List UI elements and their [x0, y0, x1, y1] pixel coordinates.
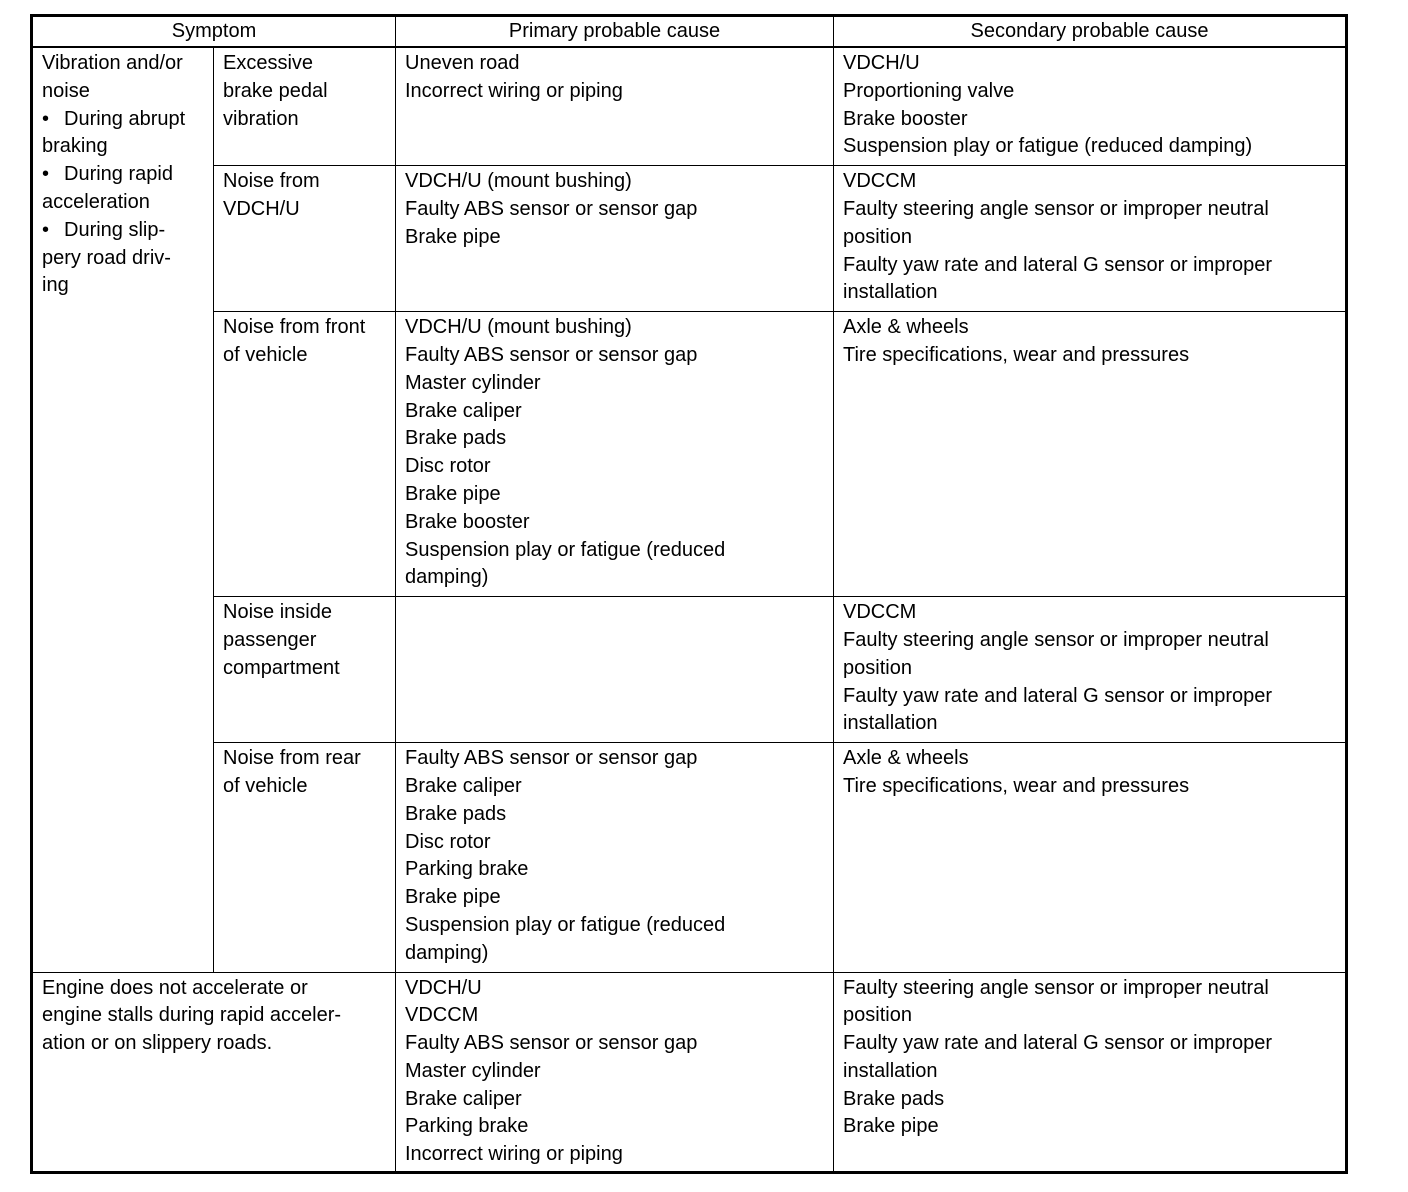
cell-text-line: Faulty ABS sensor or sensor gap — [405, 1032, 698, 1055]
bullet-text-cont: acceleration — [42, 190, 150, 213]
cell-text-line: Axle & wheels — [843, 747, 969, 770]
symptom-cell — [214, 47, 396, 166]
secondary-cause-cell — [834, 47, 1347, 166]
cell-text-line: vibration — [223, 107, 299, 130]
cell-text-line: Master cylinder — [405, 1059, 541, 1082]
cell-text-line: installation — [843, 712, 938, 735]
cell-text-line: of vehicle — [223, 343, 308, 366]
header-symptom: Symptom — [32, 16, 396, 48]
header-row — [32, 16, 1347, 48]
cell-text-line: VDCH/U — [405, 976, 482, 999]
cell-text-line: Incorrect wiring or piping — [405, 79, 623, 102]
symptom-cell-engine — [32, 972, 396, 1173]
cell-text-line: damping) — [405, 941, 489, 964]
cell-text-line: installation — [843, 1059, 938, 1082]
primary-cause-cell — [396, 972, 834, 1173]
symptom-group-vibration-noise — [32, 47, 214, 972]
cell-text-line: Disc rotor — [405, 455, 491, 478]
group-title-line: Vibration and/or — [42, 52, 183, 74]
cell-text-line: Brake pipe — [405, 886, 501, 909]
bullet-text: During slip- — [64, 218, 166, 241]
cell-text-line: VDCCM — [843, 601, 917, 624]
table-row — [32, 743, 1347, 972]
bullet-icon: • — [42, 107, 50, 130]
primary-cause-cell — [396, 597, 834, 743]
cell-text-line: Brake pads — [405, 802, 507, 825]
bullet-text: During rapid — [64, 163, 173, 186]
cell-text-line: Parking brake — [405, 858, 529, 881]
secondary-cause-cell — [834, 743, 1347, 972]
bullet-icon: • — [42, 163, 50, 186]
cell-text-line: Brake pipe — [405, 225, 501, 248]
table-row — [32, 597, 1347, 743]
cell-text-line: Axle & wheels — [843, 316, 969, 339]
bullet-text-cont: ing — [42, 274, 69, 297]
secondary-cause-cell — [834, 166, 1347, 312]
cell-text-line: Uneven road — [405, 52, 520, 74]
cell-text-line: VDCCM — [405, 1004, 479, 1027]
cell-text-line: damping) — [405, 566, 489, 589]
cell-text-line: Faulty steering angle sensor or improper neutral — [843, 976, 1269, 999]
table-row — [32, 47, 1347, 166]
cell-text-line: installation — [843, 281, 938, 304]
cell-text-line: Suspension play or fatigue (reduced — [405, 538, 726, 561]
cell-text-line: VDCH/U — [223, 197, 300, 220]
symptom-cell — [214, 597, 396, 743]
cell-text-line: Faulty ABS sensor or sensor gap — [405, 197, 698, 220]
cell-text-line: Engine does not accelerate or — [42, 976, 308, 999]
cell-text-line: engine stalls during rapid acceler- — [42, 1004, 342, 1027]
cell-text-line: Noise from rear — [223, 747, 361, 770]
header-secondary-cause: Secondary probable cause — [834, 16, 1347, 48]
cell-text-line: Noise inside — [223, 601, 332, 624]
cell-text-line: Faulty ABS sensor or sensor gap — [405, 343, 698, 366]
cell-text-line: Noise from front — [223, 316, 366, 339]
table-row — [32, 166, 1347, 312]
group-title-line: noise — [42, 79, 90, 102]
cell-text-line: VDCH/U — [843, 52, 920, 74]
cell-text-line: Faulty steering angle sensor or improper neutral — [843, 628, 1269, 651]
bullet-text: During abrupt — [64, 107, 186, 130]
cell-text-line: Faulty steering angle sensor or improper neutral — [843, 197, 1269, 220]
primary-cause-cell — [396, 743, 834, 972]
cell-text-line: ation or on slippery roads. — [42, 1032, 273, 1055]
diagnosis-table — [30, 14, 1348, 1174]
cell-text-line: Faulty ABS sensor or sensor gap — [405, 747, 698, 770]
cell-text-line: Brake pads — [405, 427, 507, 450]
cell-text-line: Disc rotor — [405, 830, 491, 853]
cell-text-line: VDCH/U (mount bushing) — [405, 316, 632, 339]
cell-text-line: Brake pads — [843, 1087, 945, 1110]
cell-text-line: Suspension play or fatigue (reduced damping) — [843, 135, 1253, 158]
cell-text-line: Brake caliper — [405, 399, 522, 422]
list-item — [42, 217, 209, 245]
bullet-icon: • — [42, 218, 50, 241]
primary-cause-cell — [396, 312, 834, 597]
symptom-cell — [214, 166, 396, 312]
secondary-cause-cell — [834, 597, 1347, 743]
primary-cause-cell — [396, 166, 834, 312]
cell-text-line: Brake booster — [843, 107, 968, 130]
cell-text-line: passenger — [223, 628, 317, 651]
cell-text-line: VDCCM — [843, 170, 917, 193]
cell-text-line: Brake pipe — [405, 482, 501, 505]
cell-text-line: VDCH/U (mount bushing) — [405, 170, 632, 193]
cell-text-line: Brake caliper — [405, 1087, 522, 1110]
cell-text-line: Faulty yaw rate and lateral G sensor or improper — [843, 684, 1273, 707]
table-row — [32, 972, 1347, 1173]
table-body — [32, 47, 1347, 1173]
cell-text-line: compartment — [223, 656, 340, 679]
cell-text-line: position — [843, 656, 912, 679]
cell-text-line: Proportioning valve — [843, 79, 1015, 102]
cell-text-line: position — [843, 1004, 912, 1027]
cell-text-line: Excessive — [223, 52, 314, 74]
bullet-text-cont: braking — [42, 135, 108, 158]
cell-text-line: Faulty yaw rate and lateral G sensor or improper — [843, 253, 1273, 276]
header-primary-cause: Primary probable cause — [396, 16, 834, 48]
symptom-cell — [214, 312, 396, 597]
cell-text-line: Brake caliper — [405, 774, 522, 797]
list-item — [42, 106, 209, 134]
table-row — [32, 312, 1347, 597]
secondary-cause-cell — [834, 972, 1347, 1173]
cell-text-line: Tire specifications, wear and pressures — [843, 774, 1190, 797]
bullet-text-cont: pery road driv- — [42, 246, 171, 269]
cell-text-line: Tire specifications, wear and pressures — [843, 343, 1190, 366]
cell-text-line: Incorrect wiring or piping — [405, 1143, 623, 1166]
cell-text-line: Parking brake — [405, 1115, 529, 1138]
cell-text-line: Faulty yaw rate and lateral G sensor or improper — [843, 1032, 1273, 1055]
cell-text-line: brake pedal — [223, 79, 328, 102]
list-item — [42, 161, 209, 189]
secondary-cause-cell — [834, 312, 1347, 597]
cell-text-line: Suspension play or fatigue (reduced — [405, 913, 726, 936]
cell-text-line: Brake pipe — [843, 1115, 939, 1138]
primary-cause-cell — [396, 47, 834, 166]
cell-text-line: Master cylinder — [405, 371, 541, 394]
symptom-cell — [214, 743, 396, 972]
cell-text-line: position — [843, 225, 912, 248]
cell-text-line: of vehicle — [223, 774, 308, 797]
cell-text-line: Brake booster — [405, 510, 530, 533]
cell-text-line: Noise from — [223, 170, 320, 193]
